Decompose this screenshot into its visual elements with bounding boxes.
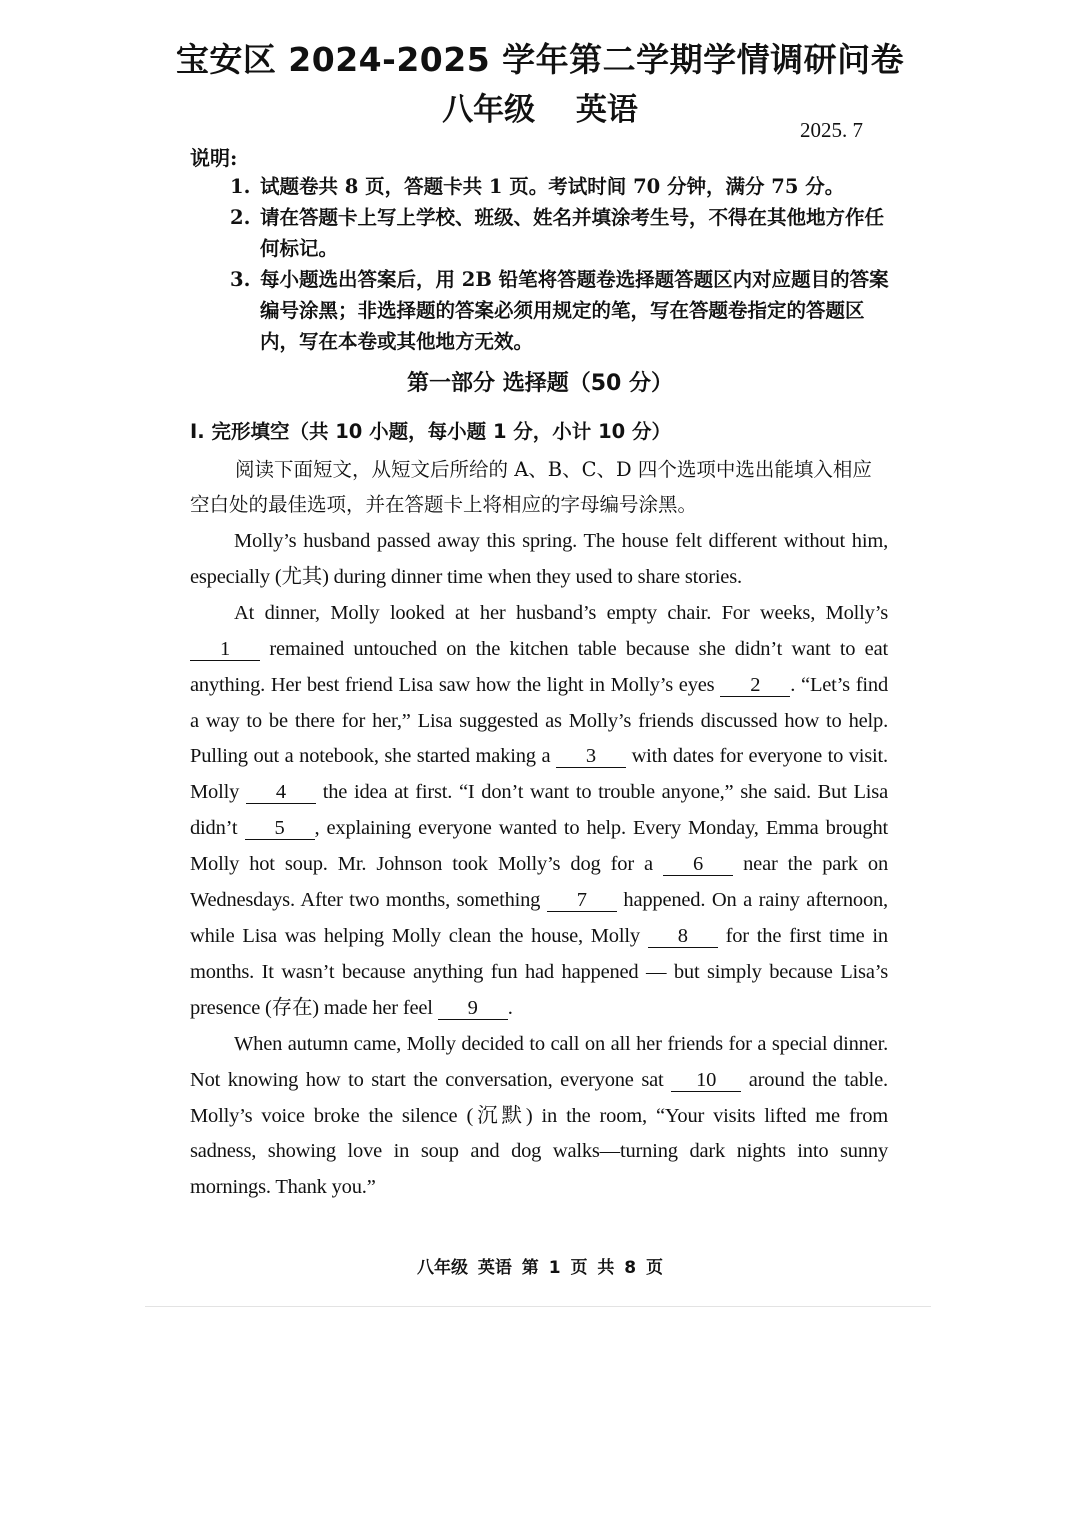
note-text: 试题卷共 8 页，答题卡共 1 页。考试时间 70 分钟，满分 75 分。 (260, 175, 845, 198)
blank-8: 8 (648, 925, 718, 948)
passage-text: . (507, 996, 513, 1019)
note-text: 请在答题卡上写上学校、班级、姓名并填涂考生号，不得在其他地方作任何标记。 (260, 206, 885, 260)
exam-title: 宝安区 2024-2025 学年第二学期学情调研问卷 (175, 40, 905, 79)
blank-5: 5 (245, 817, 315, 840)
blank-7: 7 (547, 889, 617, 912)
exam-date: 2025. 7 (800, 118, 863, 142)
page-footer: 八年级 英语 第 1 页 共 8 页 (416, 1258, 664, 1278)
blank-6: 6 (663, 853, 733, 876)
passage-text: . “Let’s find a way to be there for her,” Lisa suggested as Molly’s friends discussed how to help. Pulling out a notebook, she started making a (190, 673, 888, 768)
blank-3: 3 (556, 745, 626, 768)
note-item-1 (230, 171, 890, 202)
notes-label: 说明: (190, 146, 238, 170)
passage-text: At dinner, Molly looked at her husband’s empty chair. For weeks, Molly’s (234, 601, 888, 624)
exam-subtitle: 八年级 英语 (442, 92, 638, 128)
passage-paragraph-1: Molly’s husband passed away this spring. The house felt different without him, especially (尤其) during dinner time when they used to share stories. (190, 530, 888, 588)
note-text: 每小题选出答案后，用 2B 铅笔将答题卷选择题答题区内对应题目的答案编号涂黑；非选择题的答案必须用规定的笔，写在答题卷指定的答题区内，写在本卷或其他地方无效。 (260, 268, 889, 353)
passage-text: with dates for everyone to visit. Molly (190, 745, 888, 804)
cloze-passage (190, 524, 888, 1206)
page-divider (145, 1306, 931, 1307)
passage-text: the idea at first. “I don’t want to trouble anyone,” she said. But Lisa didn’t (190, 781, 888, 840)
blank-2: 2 (720, 674, 790, 697)
section-instruction: 阅读下面短文，从短文后所给的 A、B、C、D 四个选项中选出能填入相应空白处的最佳选项，并在答题卡上将相应的字母编号涂黑。 (190, 458, 872, 516)
note-number: 2. (230, 206, 251, 229)
passage-paragraph-2 (190, 596, 888, 1027)
section-title: I. 完形填空（共 10 小题，每小题 1 分，小计 10 分） (190, 420, 672, 443)
passage-text: for the first time in months. It wasn’t because anything fun had happened — but simply because Lisa’s presence (存在) made her feel (190, 924, 888, 1019)
passage-text: When autumn came, Molly decided to call on all her friends for a special dinner. Not knowing how to start the conversation, everyone sat (190, 1032, 888, 1091)
passage-paragraph-3 (190, 1027, 888, 1207)
passage-text: near the park on Wednesdays. After two months, something (190, 853, 889, 912)
note-number: 1. (230, 175, 251, 198)
blank-9: 9 (438, 997, 508, 1020)
note-item-3 (230, 264, 890, 357)
passage-text: , explaining everyone wanted to help. Every Monday, Emma brought Molly hot soup. Mr. Johnson took Molly’s dog for a (190, 817, 888, 876)
passage-text: around the table. Molly’s voice broke the silence (沉默) in the room, “Your visits lifted me from sadness, showing love in soup and dog walks—turning dark nights into sunny mornings. Thank you.” (190, 1068, 888, 1199)
blank-10: 10 (671, 1069, 741, 1092)
passage-text: remained untouched on the kitchen table because she didn’t want to eat anything. Her best friend Lisa saw how the light in Molly’s eyes (190, 637, 888, 696)
blank-4: 4 (246, 781, 316, 804)
note-number: 3. (230, 268, 251, 291)
part-title: 第一部分 选择题（50 分） (407, 371, 673, 396)
passage-text: happened. On a rainy afternoon, while Lisa was helping Molly clean the house, Molly (190, 889, 888, 947)
note-item-2 (230, 202, 890, 264)
blank-1: 1 (190, 638, 260, 661)
